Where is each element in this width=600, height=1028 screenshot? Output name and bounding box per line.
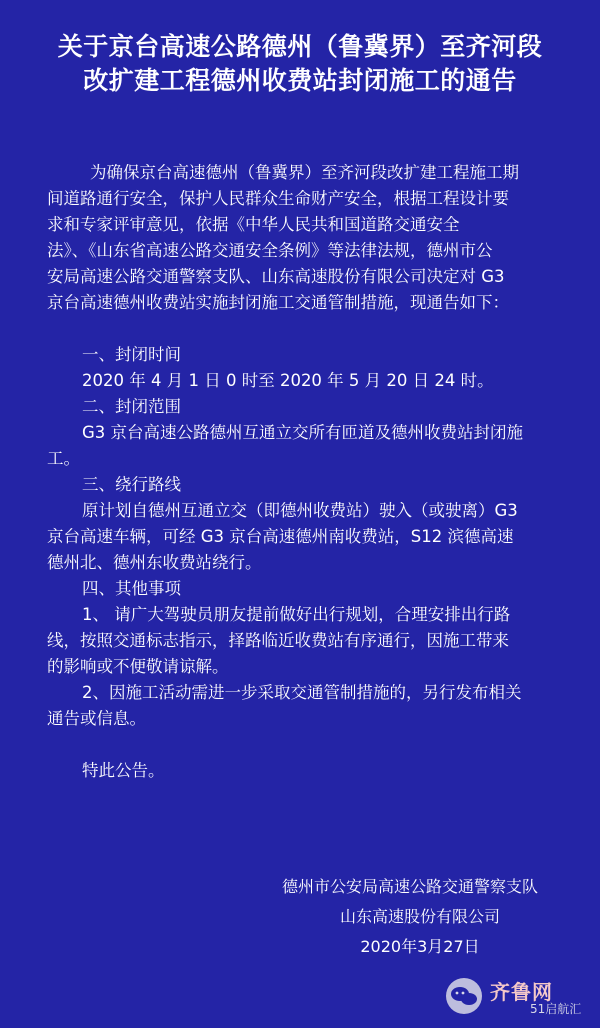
section2-heading: 二、封闭范围 xyxy=(82,397,181,416)
signature-block xyxy=(270,872,570,962)
signature-date: 2020年3月27日 xyxy=(360,937,480,956)
section3-body-line: 原计划自德州互通立交（即德州收费站）驶入（或驶离）G3 xyxy=(82,501,518,520)
section1-heading: 一、封闭时间 xyxy=(82,345,181,364)
title-line-1: 关于京台高速公路德州（鲁冀界）至齐河段 xyxy=(57,32,543,61)
section2-body-line: G3 京台高速公路德州互通立交所有匝道及德州收费站封闭施 xyxy=(82,423,524,442)
section2-body-line: 工。 xyxy=(47,449,80,468)
section4-heading: 四、其他事项 xyxy=(82,579,181,598)
wechat-bubble-icon xyxy=(442,974,486,1018)
section4-item2-line: 通告或信息。 xyxy=(47,709,146,728)
watermark xyxy=(442,974,592,1020)
section4-item2-line: 2、因施工活动需进一步采取交通管制措施的，另行发布相关 xyxy=(82,683,522,702)
signature-org-1: 德州市公安局高速公路交通警察支队 xyxy=(281,877,538,896)
intro-line: 求和专家评审意见，依据《中华人民共和国道路交通安全 xyxy=(47,215,460,234)
section3-body-line: 德州北、德州东收费站绕行。 xyxy=(47,553,262,572)
intro-line: 安局高速公路交通警察支队、山东高速股份有限公司决定对 G3 xyxy=(47,267,505,286)
notice-title xyxy=(20,30,580,98)
intro-line: 法》、《山东省高速公路交通安全条例》等法律法规，德州市公 xyxy=(47,241,493,260)
section3-heading: 三、绕行路线 xyxy=(82,475,181,494)
section4-item1-line: 线，按照交通标志指示，择路临近收费站有序通行，因施工带来 xyxy=(47,631,509,650)
watermark-subtext: 51启航汇 xyxy=(530,1002,582,1016)
intro-line: 间道路通行安全，保护人民群众生命财产安全，根据工程设计要 xyxy=(47,189,509,208)
section3-body-line: 京台高速车辆，可经 G3 京台高速德州南收费站，S12 滨德高速 xyxy=(47,527,514,546)
signature-org-2: 山东高速股份有限公司 xyxy=(339,907,500,926)
closing-text: 特此公告。 xyxy=(82,761,165,780)
section1-body: 2020 年 4 月 1 日 0 时至 2020 年 5 月 20 日 24 时。 xyxy=(82,371,494,390)
notice-body xyxy=(47,160,582,784)
intro-line: 为确保京台高速德州（鲁冀界）至齐河段改扩建工程施工期 xyxy=(90,163,519,182)
section4-item1-line: 的影响或不便敬请谅解。 xyxy=(47,657,229,676)
intro-line: 京台高速德州收费站实施封闭施工交通管制措施，现通告如下： xyxy=(47,293,509,312)
section4-item1-line: 1、 请广大驾驶员朋友提前做好出行规划，合理安排出行路 xyxy=(82,605,511,624)
watermark-brand: 齐鲁网 xyxy=(490,980,553,1004)
title-line-2: 改扩建工程德州收费站封闭施工的通告 xyxy=(83,66,517,95)
